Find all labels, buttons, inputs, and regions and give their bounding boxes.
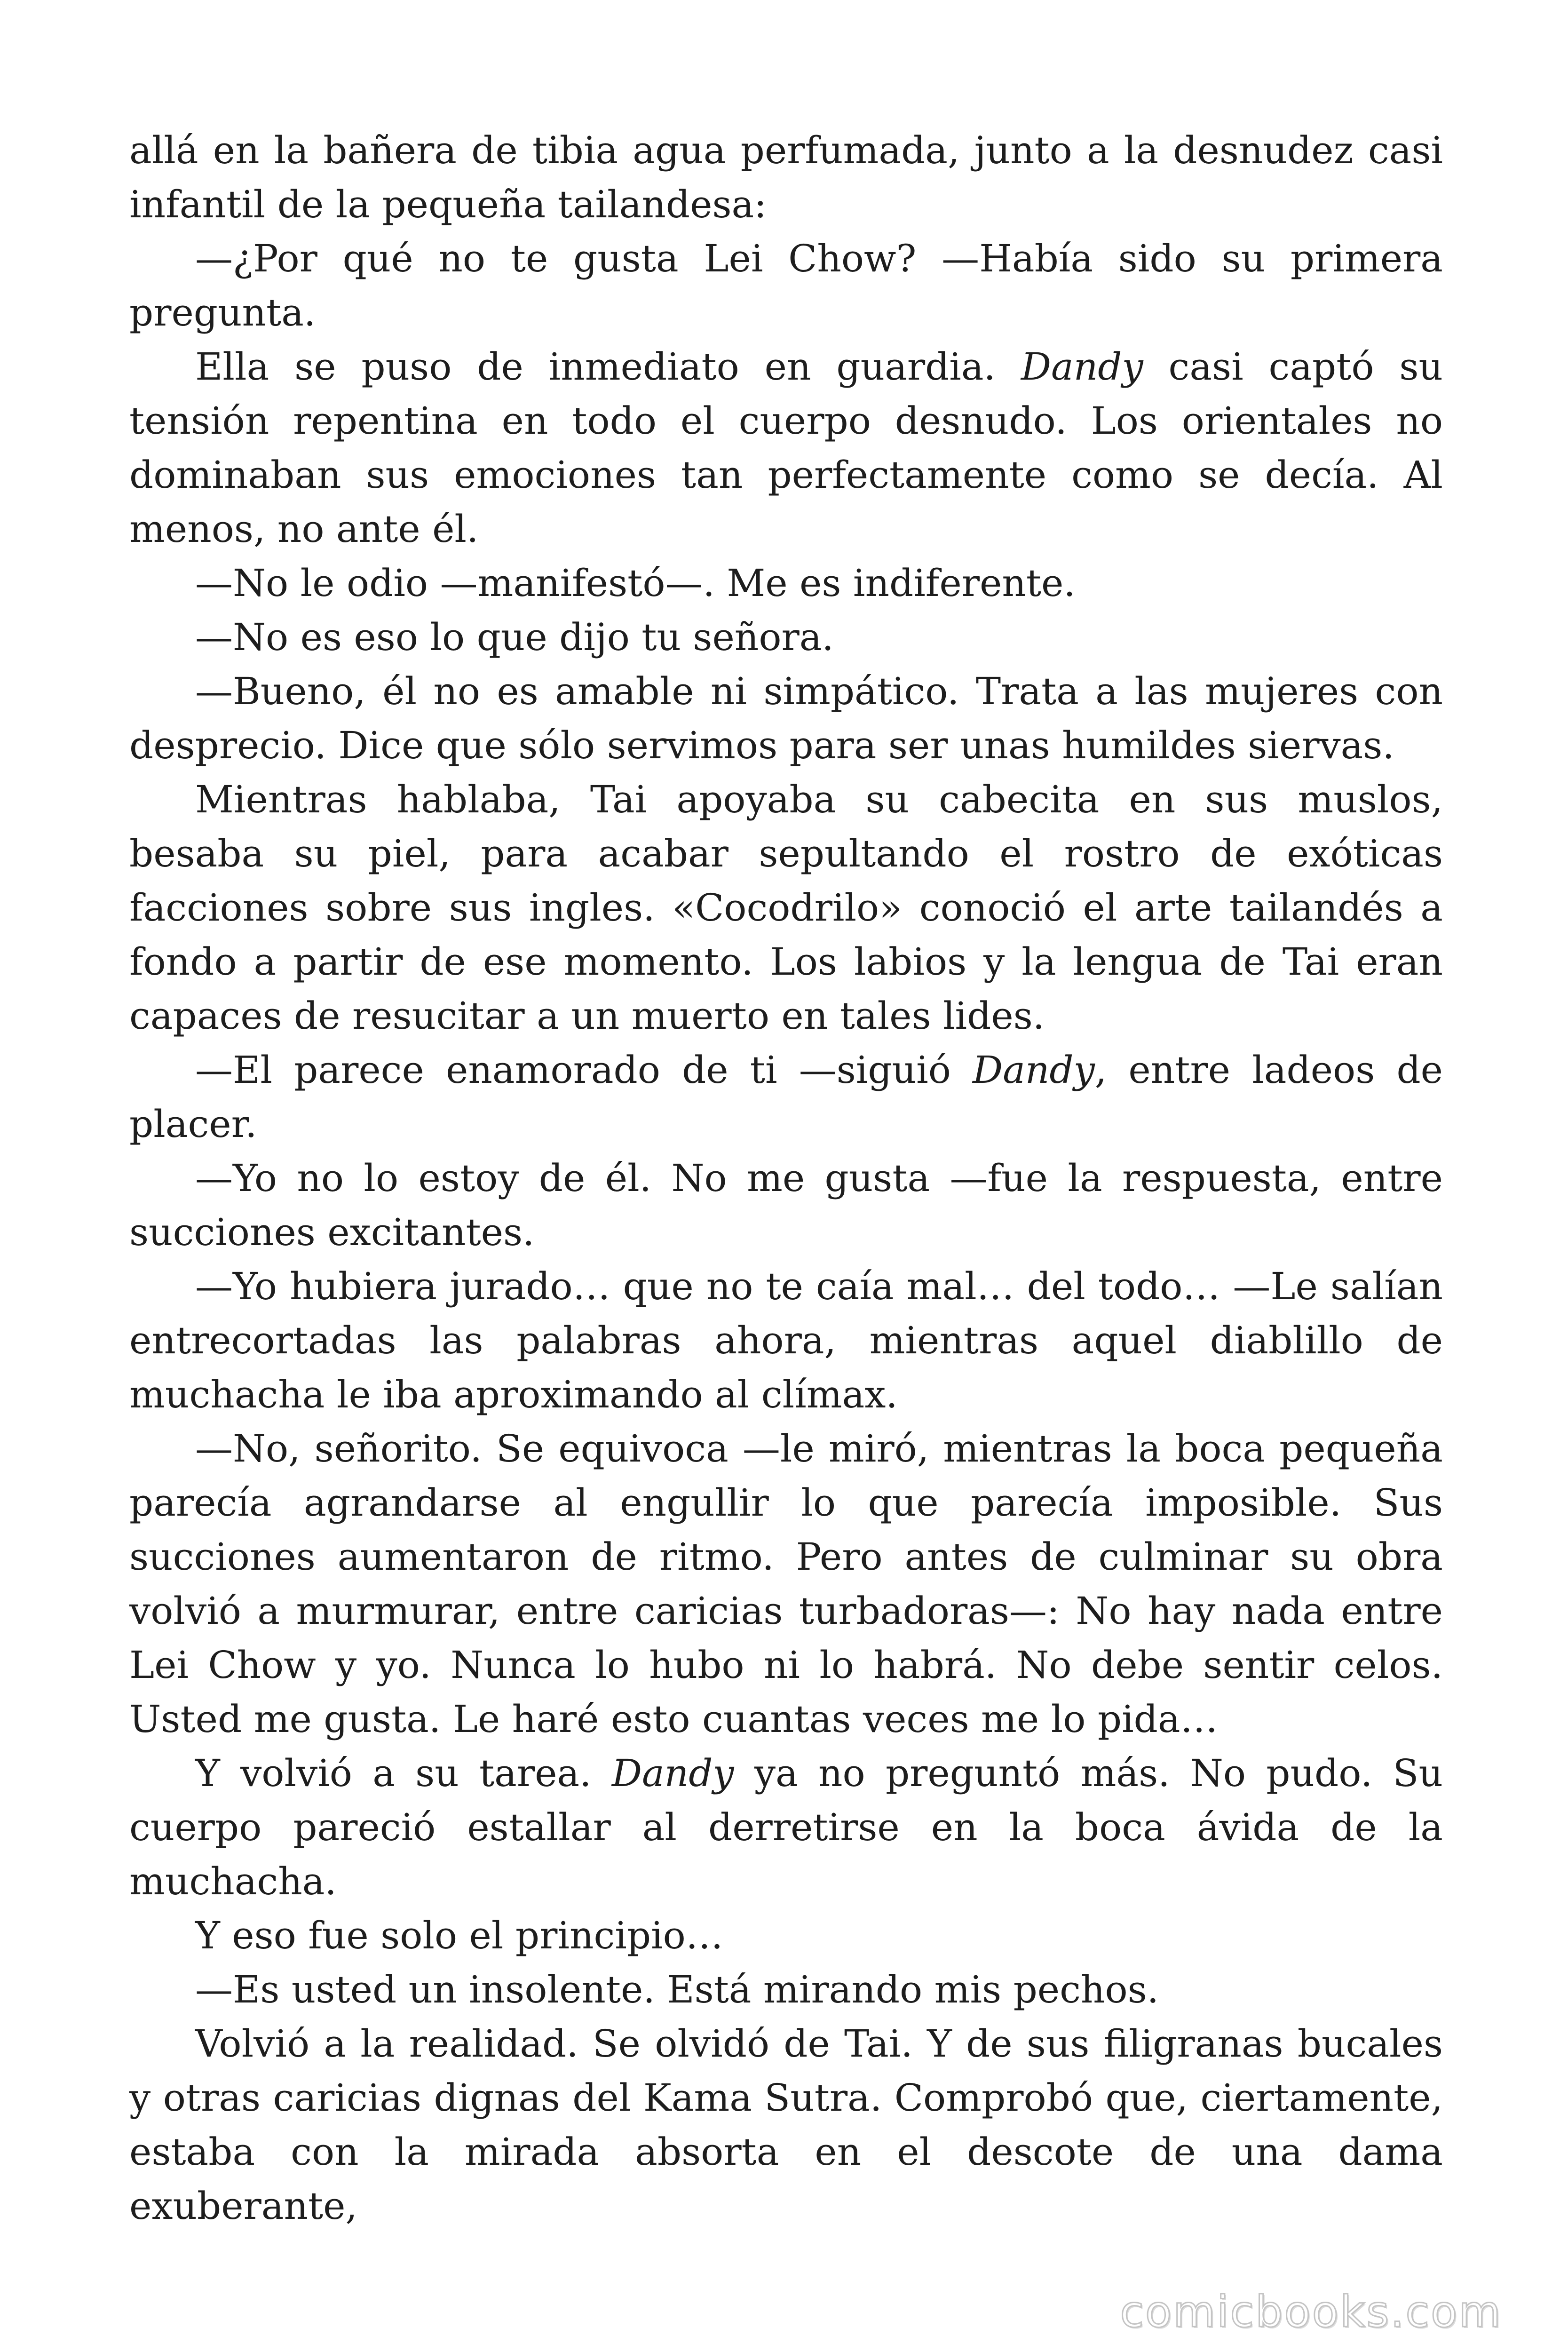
- paragraph: [129, 610, 1443, 664]
- watermark: comicbooks.com: [1120, 2287, 1502, 2337]
- text-run: , entre ladeos de placer.: [129, 1048, 1443, 1146]
- paragraph: [129, 1422, 1443, 1746]
- body-text: [129, 123, 1443, 2233]
- text-run: —No le odio —manifestó—. Me es indiferente.: [195, 561, 1076, 605]
- paragraph: [129, 1908, 1443, 1963]
- text-run: Ella se puso de inmediato en guardia.: [195, 345, 1021, 389]
- text-run: ya no preguntó más. No pudo. Su cuerpo pareció estallar al derretirse en la boca ávida de la muchacha.: [129, 1751, 1443, 1903]
- paragraph: [129, 1151, 1443, 1259]
- italic-text: Dandy: [973, 1048, 1095, 1092]
- paragraph: [129, 1043, 1443, 1151]
- text-run: allá en la bañera de tibia agua perfumada, junto a la desnudez casi infantil de la pequeña tailandesa:: [129, 128, 1443, 226]
- text-run: —No, señorito. Se equivoca —le miró, mientras la boca pequeña parecía agrandarse al engullir lo que parecía imposible. Sus succiones aumentaron de ritmo. Pero antes de culminar su obra volvió a murmurar, entre caricias turbadoras—: No hay nada entre Lei Chow y yo. Nunca lo hubo ni lo habrá. No debe sentir celos. Usted me gusta. Le haré esto cuantas veces me lo pida…: [129, 1427, 1443, 1741]
- paragraph: [129, 1259, 1443, 1422]
- paragraph: [129, 340, 1443, 556]
- text-run: Y volvió a su tarea.: [195, 1751, 612, 1795]
- text-run: —El parece enamorado de ti —siguió: [195, 1048, 973, 1092]
- paragraph: [129, 1963, 1443, 2017]
- text-run: Volvió a la realidad. Se olvidó de Tai. Y de sus filigranas bucales y otras caricias dignas del Kama Sutra. Comprobó que, ciertamente, estaba con la mirada absorta en el descote de una dama exuberante,: [129, 2022, 1443, 2228]
- text-run: —Yo no lo estoy de él. No me gusta —fue la respuesta, entre succiones excitantes.: [129, 1156, 1443, 1254]
- text-run: —Es usted un insolente. Está mirando mis pechos.: [195, 1968, 1159, 2011]
- text-run: casi captó su tensión repentina en todo el cuerpo desnudo. Los orientales no dominaban sus emociones tan perfectamente como se decía. Al menos, no ante él.: [129, 345, 1443, 551]
- text-run: —Yo hubiera jurado… que no te caía mal… del todo… —Le salían entrecortadas las palabras ahora, mientras aquel diablillo de muchacha le iba aproximando al clímax.: [129, 1264, 1443, 1416]
- paragraph: [129, 772, 1443, 1043]
- text-run: —No es eso lo que dijo tu señora.: [195, 615, 834, 659]
- italic-text: Dandy: [1021, 345, 1143, 389]
- paragraph: [129, 123, 1443, 231]
- paragraph: [129, 1746, 1443, 1908]
- paragraph: [129, 2017, 1443, 2233]
- text-run: Y eso fue solo el principio…: [195, 1914, 723, 1957]
- text-run: Mientras hablaba, Tai apoyaba su cabecita en sus muslos, besaba su piel, para acabar sepultando el rostro de exóticas facciones sobre sus ingles. «Cocodrilo» conoció el arte tailandés a fondo a partir de ese momento. Los labios y la lengua de Tai eran capaces de resucitar a un muerto en tales lides.: [129, 778, 1443, 1038]
- paragraph: [129, 231, 1443, 340]
- paragraph: [129, 664, 1443, 772]
- italic-text: Dandy: [611, 1751, 734, 1795]
- paragraph: [129, 556, 1443, 610]
- text-run: —¿Por qué no te gusta Lei Chow? —Había sido su primera pregunta.: [129, 237, 1443, 334]
- text-run: —Bueno, él no es amable ni simpático. Trata a las mujeres con desprecio. Dice que sólo servimos para ser unas humildes siervas.: [129, 669, 1443, 767]
